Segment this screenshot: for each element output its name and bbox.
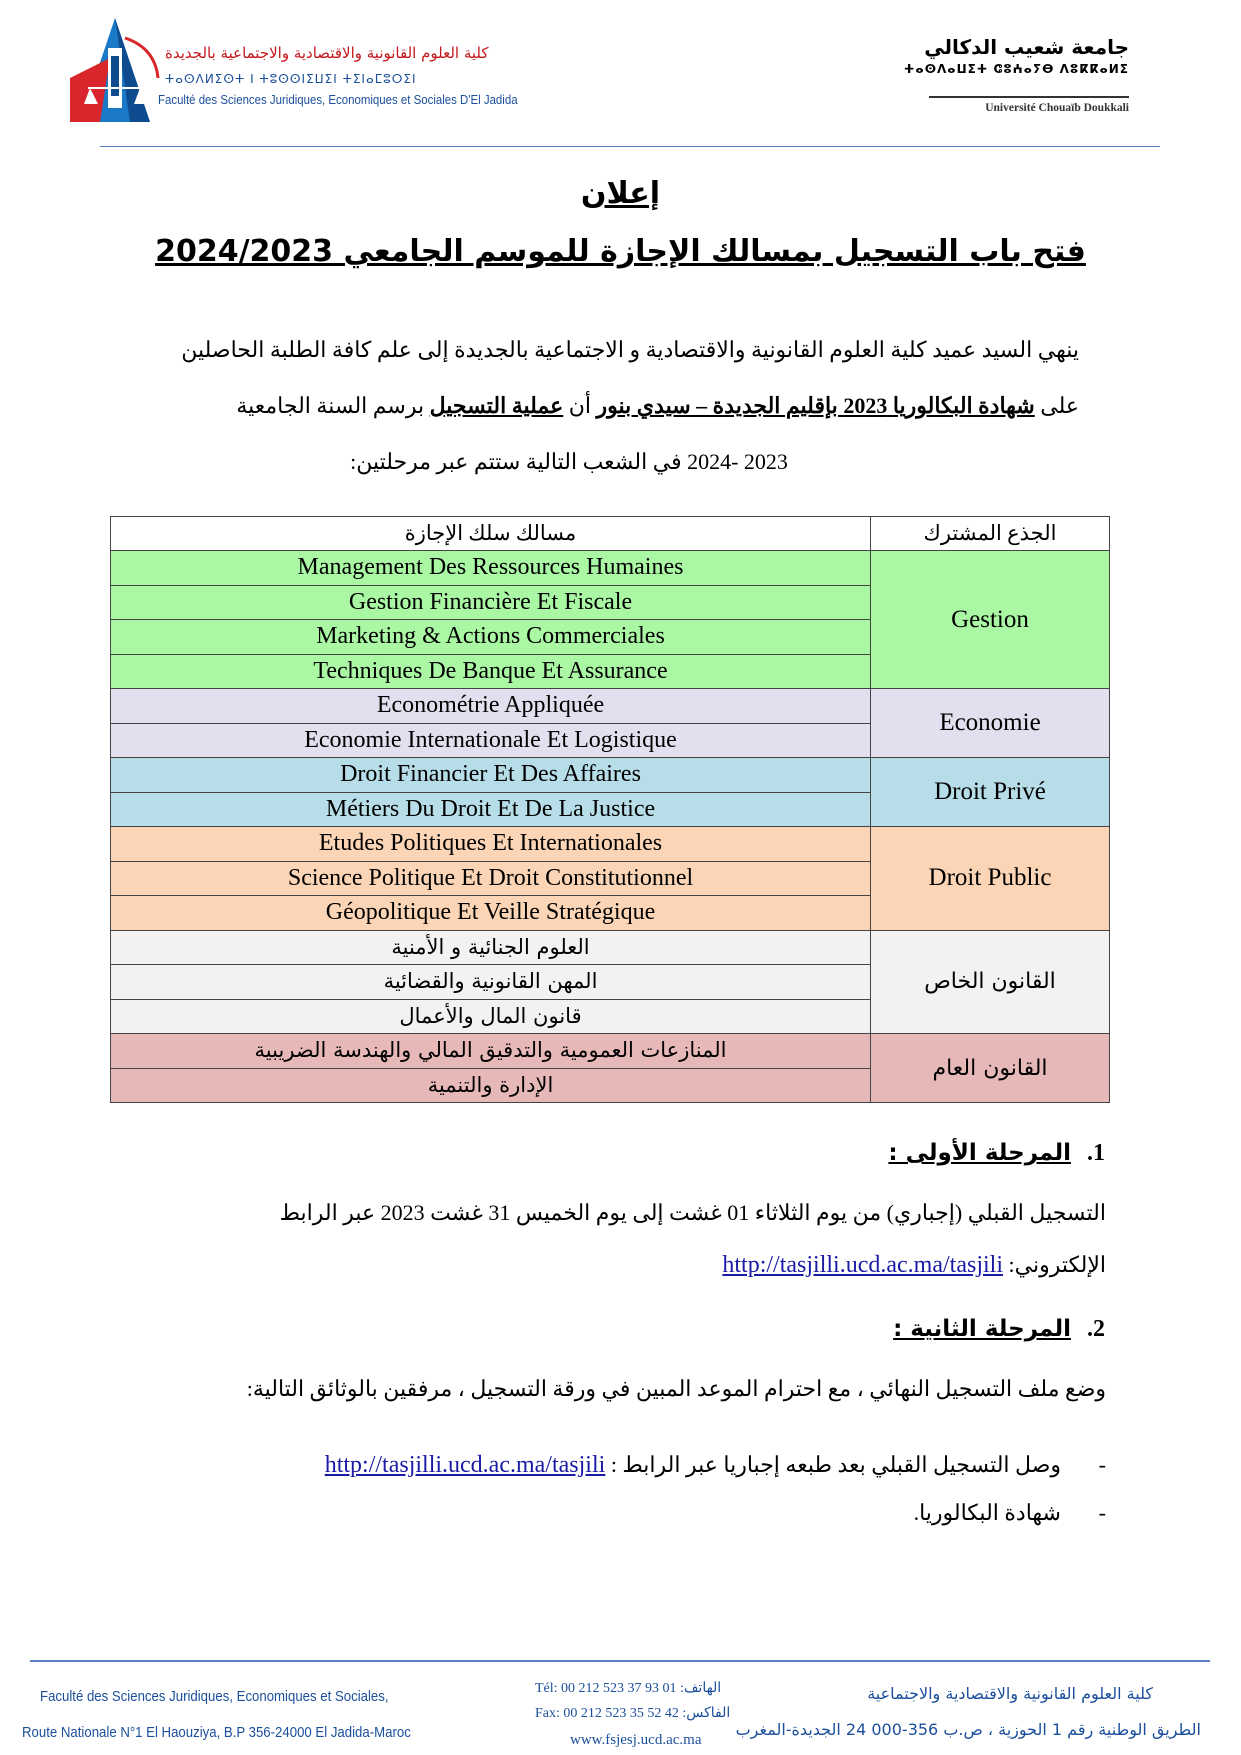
phase-2-link[interactable]: http://tasjilli.ucd.ac.ma/tasjili — [324, 1452, 606, 1478]
filiere-cell: الإدارة والتنمية — [111, 1068, 871, 1103]
announcement-subtitle: فتح باب التسجيل بمسالك الإجازة للموسم الجامعي 2024/2023 — [155, 234, 1086, 269]
phase-2-line-1: وضع ملف التسجيل النهائي ، مع احترام الموعد المبين في ورقة التسجيل ، مرفقين بالوثائق التالية: — [246, 1376, 1106, 1401]
filiere-cell: Gestion Financière Et Fiscale — [111, 585, 871, 620]
phase-1-line-2 — [722, 1252, 1106, 1279]
filiere-cell: Science Politique Et Droit Constitutionnel — [111, 861, 871, 896]
footer-faculty-arabic: كلية العلوم القانونية والاقتصادية والاجتماعية — [867, 1684, 1153, 1703]
tronc-commun-cell: Gestion — [871, 551, 1110, 689]
table-row — [111, 1034, 1110, 1069]
filiere-cell: Etudes Politiques Et Internationales — [111, 827, 871, 862]
filiere-cell: المنازعات العمومية والتدقيق المالي والهندسة الضريبية — [111, 1034, 871, 1069]
filiere-cell: Econométrie Appliquée — [111, 689, 871, 724]
list-item — [324, 1452, 1106, 1479]
footer-address-arabic: الطريق الوطنية رقم 1 الحوزية ، ص.ب 356-000 24 الجديدة-المغرب — [735, 1720, 1201, 1739]
filiere-cell: Economie Internationale Et Logistique — [111, 723, 871, 758]
table-row — [111, 689, 1110, 724]
header-divider — [100, 146, 1160, 147]
faculty-name-tifinagh: ⵜⴰⵙⴷⵍⵉⵙⵜ ⵏ ⵜⵓⵙⵙⵏⵉⵡⵉⵏ ⵜⵉⵏⴰⵎⵓⵔⵉⵏ — [165, 72, 417, 86]
table-row — [111, 930, 1110, 965]
university-name-french: Université Chouaïb Doukkali — [985, 102, 1129, 114]
list-item — [913, 1500, 1106, 1526]
phase-2-number: 2. — [1087, 1316, 1105, 1342]
university-divider — [929, 96, 1129, 98]
intro-line-3: 2023 -2024 في الشعب التالية ستتم عبر مرحلتين: — [350, 449, 788, 474]
filiere-cell: Marketing & Actions Commerciales — [111, 620, 871, 655]
filiere-cell: المهن القانونية والقضائية — [111, 965, 871, 1000]
university-name-arabic: جامعة شعيب الدكالي — [924, 35, 1129, 59]
phase-1-number: 1. — [1087, 1140, 1105, 1166]
intro-text: على — [1034, 393, 1079, 418]
filiere-cell: العلوم الجنائية و الأمنية — [111, 930, 871, 965]
intro-text: أن — [563, 393, 597, 418]
footer-divider — [30, 1660, 1210, 1662]
phase-1-heading — [888, 1140, 1105, 1167]
bullet-dash: - — [1098, 1452, 1106, 1477]
intro-text: برسم السنة الجامعية — [236, 393, 430, 418]
table-header-row — [111, 517, 1110, 551]
filiere-cell: Droit Financier Et Des Affaires — [111, 758, 871, 793]
phase-2-title: المرحلة الثانية : — [893, 1316, 1071, 1342]
footer-website[interactable]: www.fsjesj.ucd.ac.ma — [570, 1732, 702, 1748]
tronc-commun-cell: Droit Public — [871, 827, 1110, 931]
table-row — [111, 827, 1110, 862]
license-tracks-table — [110, 516, 1110, 1103]
tronc-commun-cell: Economie — [871, 689, 1110, 758]
filiere-cell: Géopolitique Et Veille Stratégique — [111, 896, 871, 931]
phase-1-line-1: التسجيل القبلي (إجباري) من يوم الثلاثاء 01 غشت إلى يوم الخميس 31 غشت 2023 عبر الرابط — [279, 1200, 1106, 1225]
phase-1-title: المرحلة الأولى : — [888, 1140, 1071, 1166]
filiere-cell: قانون المال والأعمال — [111, 999, 871, 1034]
tronc-commun-cell: القانون العام — [871, 1034, 1110, 1103]
tronc-commun-cell: Droit Privé — [871, 758, 1110, 827]
filiere-cell: Métiers Du Droit Et De La Justice — [111, 792, 871, 827]
list-item-text: شهادة البكالوريا. — [913, 1500, 1061, 1525]
faculty-logo — [70, 18, 160, 128]
faculty-name-french: Faculté des Sciences Juridiques, Economiques et Sociales D'El Jadida — [158, 92, 518, 107]
filiere-cell: Management Des Ressources Humaines — [111, 551, 871, 586]
phase-1-link[interactable]: http://tasjilli.ucd.ac.ma/tasjili — [722, 1252, 1003, 1278]
header-tronc: الجذع المشترك — [871, 517, 1110, 551]
footer-phone: Tél: 00 212 523 37 93 01 :الهاتف — [535, 1681, 722, 1696]
bullet-dash: - — [1098, 1500, 1106, 1525]
intro-bold-registration: عملية التسجيل — [429, 393, 564, 418]
table-row — [111, 758, 1110, 793]
filiere-cell: Techniques De Banque Et Assurance — [111, 654, 871, 689]
intro-line-2 — [159, 378, 1079, 434]
header-filieres: مسالك سلك الإجازة — [111, 517, 871, 551]
phase-1-label: الإلكتروني: — [1003, 1252, 1106, 1277]
footer-fax: Fax: 00 212 523 35 52 42 :الفاكس — [535, 1706, 731, 1721]
footer-faculty-french: Faculté des Sciences Juridiques, Economiques et Sociales, — [40, 1688, 389, 1705]
table-row — [111, 551, 1110, 586]
intro-line-1: ينهي السيد عميد كلية العلوم القانونية والاقتصادية و الاجتماعية بالجديدة إلى علم كافة الطلبة الحاصلين — [181, 337, 1079, 362]
footer-address-french: Route Nationale N°1 El Haouziya, B.P 356-24000 El Jadida-Maroc — [22, 1724, 411, 1741]
phase-2-heading — [893, 1316, 1105, 1343]
tronc-commun-cell: القانون الخاص — [871, 930, 1110, 1034]
intro-paragraph — [159, 322, 1079, 490]
announcement-title: إعلان — [580, 176, 661, 211]
university-name-tifinagh: ⵜⴰⵙⴷⴰⵡⵉⵜ ⵛⵓⵄⴰⵢⴱ ⴷⵓⴽⴽⴰⵍⵉ — [903, 62, 1129, 76]
faculty-name-arabic: كلية العلوم القانونية والاقتصادية والاجتماعية بالجديدة — [165, 44, 489, 62]
list-item-text: وصل التسجيل القبلي بعد طبعه إجباريا عبر الرابط : — [605, 1452, 1061, 1477]
intro-bold-bac: شهادة البكالوريا 2023 بإقليم الجديدة – سيدي بنور — [596, 393, 1035, 418]
